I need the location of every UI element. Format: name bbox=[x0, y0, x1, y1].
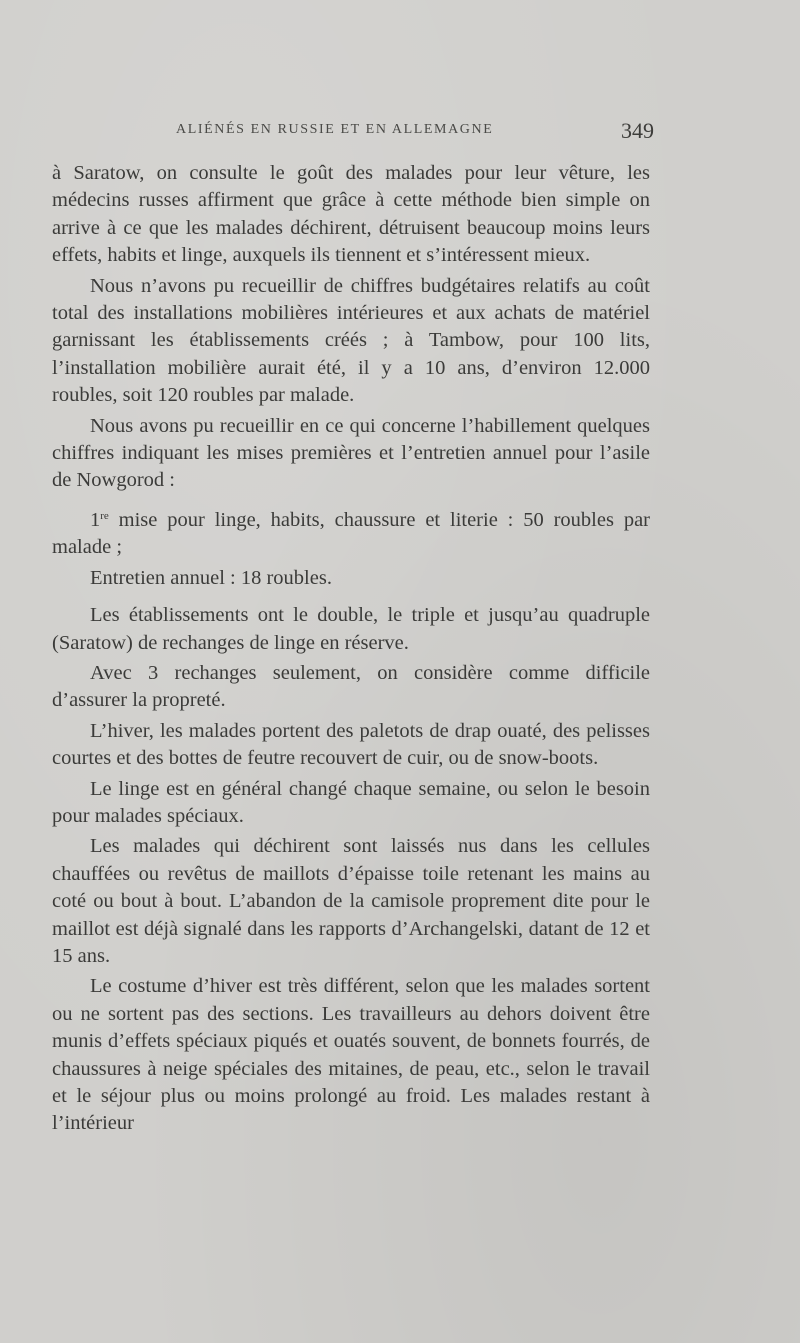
paragraph-5: Avec 3 rechanges seulement, on considère comme difficile d’assurer la propreté. bbox=[52, 661, 650, 712]
item-superscript: re bbox=[100, 509, 109, 522]
page-number: 349 bbox=[621, 118, 654, 143]
running-title: ALIÉNÉS EN RUSSIE ET EN ALLEMAGNE bbox=[176, 122, 494, 137]
paragraph-6: L’hiver, les malades portent des paletots de drap ouaté, des pelisses courtes et des bottes de feutre recouvert de cuir, ou de snow-boots. bbox=[52, 719, 650, 770]
item-text: mise pour linge, habits, chaussure et literie : 50 roubles par malade ; bbox=[52, 508, 650, 559]
page-header bbox=[50, 118, 660, 148]
list-item-annual-upkeep: Entretien annuel : 18 roubles. bbox=[90, 566, 332, 589]
item-number: 1 bbox=[90, 508, 101, 531]
paragraph-8: Les malades qui déchirent sont laissés nus dans les cellules chauffées ou revêtus de maillots d’épaisse toile retenant les mains au coté ou bout à bout. L’abandon de la camisole proprement dite pour le maillot est déjà signalé dans les rapports d’Archangelski, datant de 12 et 15 ans. bbox=[52, 835, 650, 967]
body-text bbox=[52, 160, 650, 1138]
paragraph-3: Nous avons pu recueillir en ce qui concerne l’habillement quelques chiffres indiquant les mises premières et l’entretien annuel pour l’asile de Nowgorod : bbox=[52, 414, 650, 492]
paragraph-1: à Saratow, on consulte le goût des malades pour leur vêture, les médecins russes affirment que grâce à cette méthode bien simple on arrive à ce que les malades déchirent, détruisent beaucoup moins leurs effets, habits et linge, auxquels ils tiennent et s’intéressent mieux. bbox=[52, 162, 650, 267]
paragraph-2: Nous n’avons pu recueillir de chiffres budgétaires relatifs au coût total des installations mobilières intérieures et aux achats de matériel garnissant les établissements créés ; à Tambow, pour 100 lits, l’installation mobilière aurait été, il y a 10 ans, d’environ 12.000 roubles, soit 120 roubles par malade. bbox=[52, 274, 650, 407]
paragraph-9: Le costume d’hiver est très différent, selon que les malades sortent ou ne sortent pas des sections. Les travailleurs au dehors doivent être munis d’effets spéciaux piqués et ouatés souvent, de bonnets fourrés, de chaussures à neige spéciales des mitaines, de peau, etc., selon le travail et le séjour plus ou moins prolongé au froid. Les malades restant à l’intérieur bbox=[52, 975, 650, 1135]
list-item-first-outlay bbox=[52, 503, 650, 562]
paragraph-4: Les établissements ont le double, le triple et jusqu’au quadruple (Saratow) de rechanges de linge en réserve. bbox=[52, 604, 650, 654]
paragraph-7: Le linge est en général changé chaque semaine, ou selon le besoin pour malades spéciaux. bbox=[52, 777, 650, 827]
